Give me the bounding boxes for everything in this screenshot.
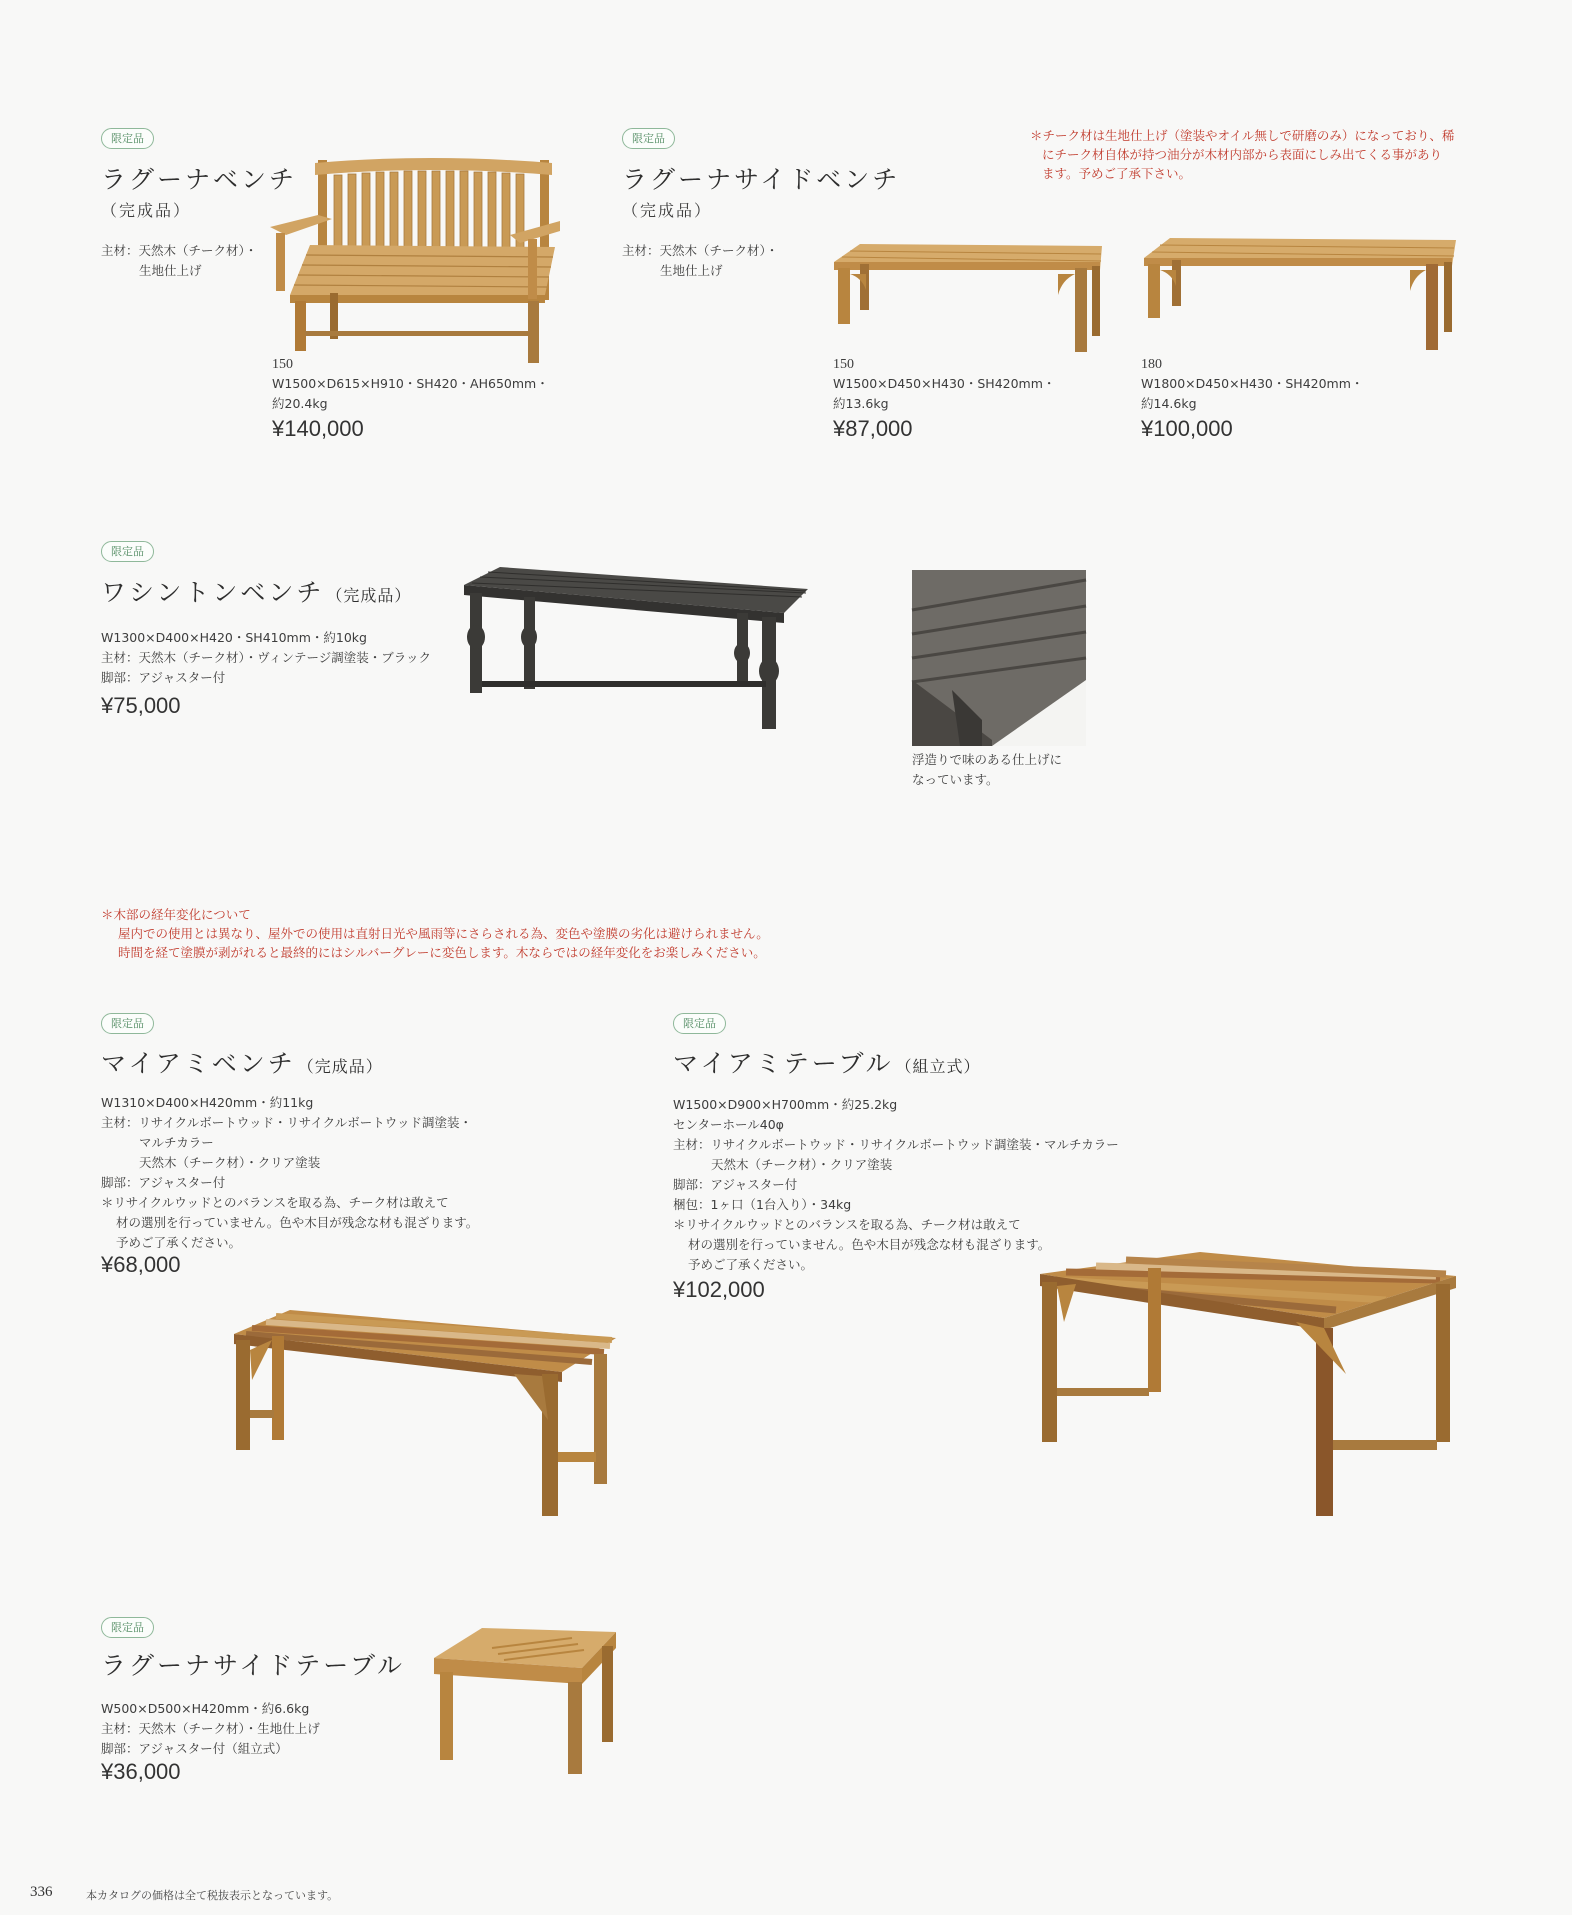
- laguna-side-table-image: [432, 1628, 616, 1776]
- aging-note: [101, 905, 769, 962]
- note-line: ＊木部の経年変化について: [101, 907, 251, 922]
- spec-weight: 約13.6kg: [833, 396, 889, 411]
- miami-bench-price: ¥68,000: [101, 1252, 181, 1277]
- spec-line: W1310×D400×H420mm・約11kg: [101, 1095, 314, 1110]
- laguna-side-bench-150-price: ¥87,000: [833, 416, 913, 441]
- laguna-side-table-price: ¥36,000: [101, 1759, 181, 1784]
- material-line: 生地仕上げ: [660, 263, 723, 278]
- spec-line: W1300×D400×H420・SH410mm・約10kg: [101, 630, 367, 645]
- washington-bench-spec: [101, 628, 431, 688]
- product-name: ワシントンベンチ: [101, 578, 325, 607]
- limited-badge: 限定品: [101, 128, 154, 149]
- product-subtitle: （完成品）: [297, 1057, 383, 1076]
- laguna-bench-title: ラグーナベンチ: [101, 165, 298, 194]
- laguna-side-bench-180-price: ¥100,000: [1141, 416, 1233, 441]
- note-line: 時間を経て塗膜が剥がれると最終的にはシルバーグレーに変色します。木ならではの経年変化をお楽しみください。: [118, 945, 766, 960]
- miami-table-spec: [673, 1095, 1119, 1275]
- spec-line: 主材：リサイクルボートウッド・リサイクルボートウッド調塗装・: [101, 1115, 473, 1130]
- miami-table-price: ¥102,000: [673, 1277, 765, 1302]
- miami-table-title: [673, 1044, 981, 1080]
- miami-table-image: [1036, 1252, 1458, 1518]
- laguna-side-bench-180-image: [1140, 236, 1456, 364]
- spec-line: W500×D500×H420mm・約6.6kg: [101, 1701, 310, 1716]
- material-label: 主材：: [101, 243, 139, 258]
- spec-line: 脚部：アジャスター付: [101, 670, 226, 685]
- spec-dims: W1500×D450×H430・SH420mm・: [833, 376, 1056, 391]
- limited-badge: 限定品: [622, 128, 675, 149]
- material-line: 生地仕上げ: [139, 263, 202, 278]
- spec-line: 脚部：アジャスター付（組立式）: [101, 1741, 288, 1756]
- spec-line: 予めご了承ください。: [688, 1257, 814, 1272]
- laguna-side-table-spec: [101, 1699, 320, 1759]
- limited-badge: 限定品: [101, 1013, 154, 1034]
- note-line: ます。予めご了承下さい。: [1042, 166, 1192, 181]
- miami-bench-title: [101, 1044, 383, 1080]
- spec-line: マルチカラー: [139, 1135, 214, 1150]
- washington-bench-title: [101, 573, 411, 609]
- note-line: 屋内での使用とは異なり、屋外での使用は直射日光や風雨等にさらされる為、変色や塗膜の劣化は避けられません。: [118, 926, 769, 941]
- laguna-bench-image: [270, 155, 560, 365]
- laguna-side-bench-150-image: [830, 240, 1102, 365]
- spec-line: 脚部：アジャスター付: [673, 1177, 798, 1192]
- spec-line: 材の選別を行っていません。色や木目が残念な材も混ざります。: [688, 1237, 1051, 1252]
- material-label: 主材：: [622, 243, 660, 258]
- caption-line: 浮造りで味のある仕上げに: [912, 752, 1063, 767]
- spec-weight: 約20.4kg: [272, 396, 328, 411]
- laguna-bench-material: [101, 241, 257, 281]
- laguna-side-bench-150-model: 150: [833, 357, 854, 372]
- spec-line: 脚部：アジャスター付: [101, 1175, 226, 1190]
- note-line: にチーク材自体が持つ油分が木材内部から表面にしみ出てくる事があり: [1042, 147, 1443, 162]
- laguna-bench-price: ¥140,000: [272, 416, 364, 441]
- washington-bench-image: [462, 567, 810, 732]
- miami-bench-image: [232, 1310, 618, 1518]
- note-line: ＊チーク材は生地仕上げ（塗装やオイル無しで研磨のみ）になっており、稀: [1030, 128, 1455, 143]
- laguna-side-bench-subtitle: （完成品）: [622, 201, 713, 220]
- miami-bench-spec: [101, 1093, 478, 1253]
- product-subtitle: （完成品）: [326, 586, 412, 605]
- footer-note: 本カタログの価格は全て税抜表示となっています。: [86, 1889, 339, 1902]
- laguna-side-bench-title: ラグーナサイドベンチ: [622, 165, 901, 194]
- page-number: 336: [30, 1884, 53, 1900]
- washington-bench-price: ¥75,000: [101, 693, 181, 718]
- teak-note: [1030, 126, 1454, 183]
- spec-weight: 約14.6kg: [1141, 396, 1197, 411]
- spec-line: 天然木（チーク材）・クリア塗装: [139, 1155, 321, 1170]
- spec-line: W1500×D900×H700mm・約25.2kg: [673, 1097, 898, 1112]
- spec-line: 天然木（チーク材）・クリア塗装: [711, 1157, 893, 1172]
- laguna-bench-subtitle: （完成品）: [101, 201, 192, 220]
- material-line: 天然木（チーク材）・: [659, 243, 779, 258]
- limited-badge: 限定品: [101, 541, 154, 562]
- laguna-bench-model: 150: [272, 357, 293, 372]
- laguna-bench-spec: [272, 374, 549, 414]
- material-line: 天然木（チーク材）・: [138, 243, 258, 258]
- product-name: マイアミベンチ: [101, 1049, 296, 1078]
- laguna-side-bench-material: [622, 241, 778, 281]
- spec-dims: W1500×D615×H910・SH420・AH650mm・: [272, 376, 549, 391]
- caption-line: なっています。: [912, 772, 999, 787]
- washington-bench-detail-image: [912, 570, 1086, 746]
- spec-line: センターホール40φ: [673, 1117, 784, 1132]
- spec-line: 主材：リサイクルボートウッド・リサイクルボートウッド調塗装・マルチカラー: [673, 1137, 1119, 1152]
- laguna-side-bench-180-spec: [1141, 374, 1363, 414]
- spec-line: 主材：天然木（チーク材）・ヴィンテージ調塗装・ブラック: [101, 650, 432, 665]
- laguna-side-bench-180-model: 180: [1141, 357, 1162, 372]
- spec-line: 主材：天然木（チーク材）・生地仕上げ: [101, 1721, 320, 1736]
- spec-line: 梱包：1ヶ口（1台入り）・34kg: [673, 1197, 852, 1212]
- limited-badge: 限定品: [673, 1013, 726, 1034]
- laguna-side-table-title: ラグーナサイドテーブル: [101, 1651, 406, 1680]
- product-name: マイアミテーブル: [673, 1049, 894, 1078]
- laguna-side-bench-150-spec: [833, 374, 1055, 414]
- spec-dims: W1800×D450×H430・SH420mm・: [1141, 376, 1364, 391]
- washington-bench-detail-caption: [912, 750, 1062, 790]
- spec-line: 予めご了承ください。: [116, 1235, 242, 1250]
- spec-line: ＊リサイクルウッドとのバランスを取る為、チーク材は敢えて: [673, 1217, 1021, 1232]
- limited-badge: 限定品: [101, 1617, 154, 1638]
- product-subtitle: （組立式）: [895, 1057, 981, 1076]
- spec-line: 材の選別を行っていません。色や木目が残念な材も混ざります。: [116, 1215, 479, 1230]
- spec-line: ＊リサイクルウッドとのバランスを取る為、チーク材は敢えて: [101, 1195, 449, 1210]
